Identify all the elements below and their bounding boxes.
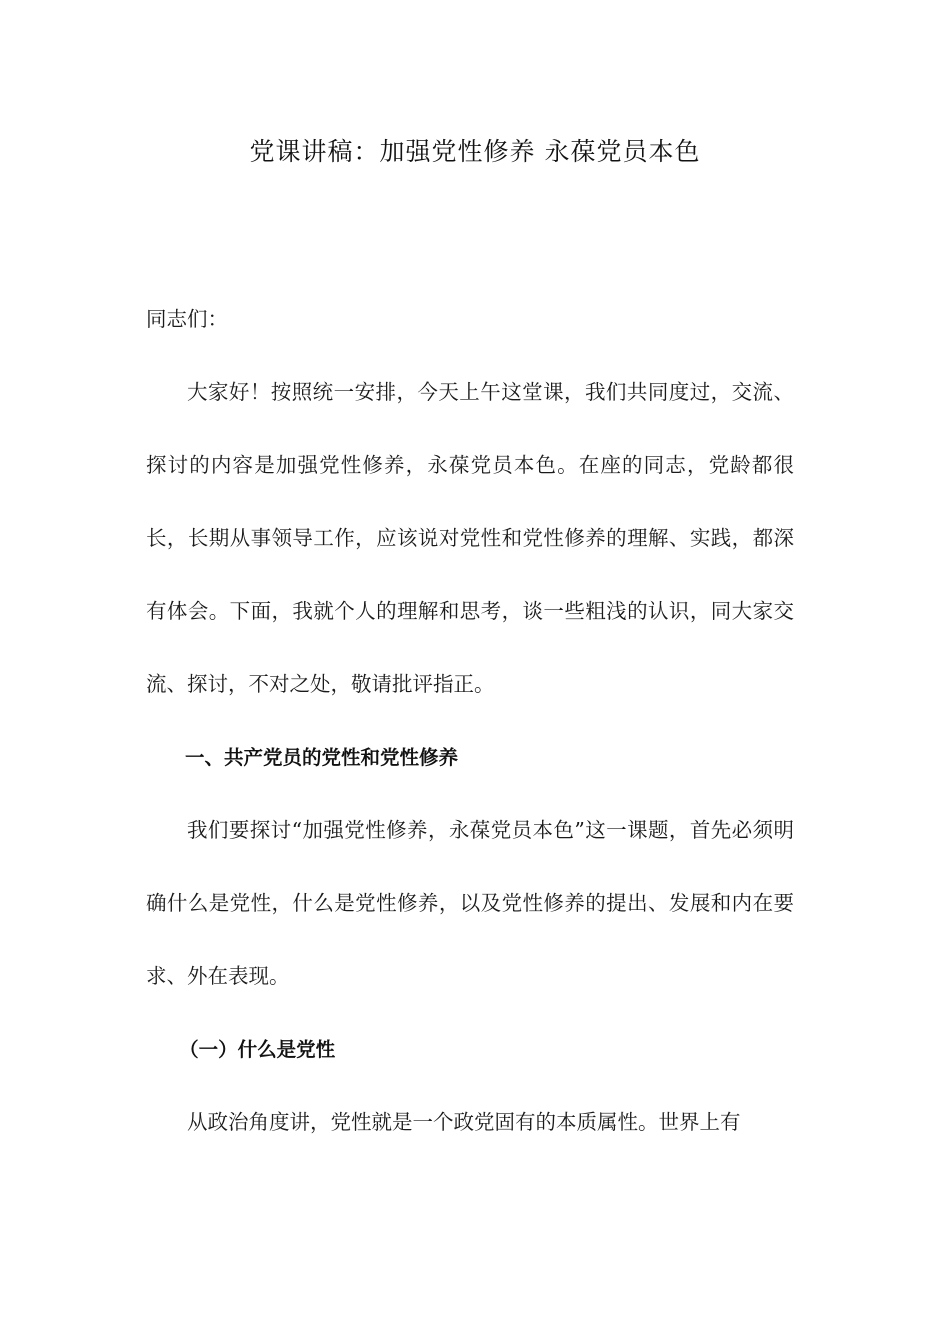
subsection-heading-1: （一）什么是党性: [179, 1038, 336, 1061]
intro-paragraph: 大家好！按照统一安排，今天上午这堂课，我们共同度过，交流、探讨的内容是加强党性修养，永葆党员本色。在座的同志，党龄都很长，长期从事领导工作，应该说对党性和党性修养的理解、实践，都深有体会。下面，我就个人的理解和思考，谈一些粗浅的认识，同大家交流、探讨，不对之处，敬请批评指正。: [146, 380, 794, 696]
section-1-paragraph: 我们要探讨“加强党性修养，永葆党员本色”这一课题，首先必须明确什么是党性，什么是党性修养，以及党性修养的提出、发展和内在要求、外在表现。: [146, 818, 794, 988]
subsection-1-paragraph: 从政治角度讲，党性就是一个政党固有的本质属性。世界上有: [187, 1110, 741, 1134]
document-body: [146, 283, 794, 1159]
document-title: 党课讲稿：加强党性修养 永葆党员本色: [249, 137, 701, 166]
section-heading-1: 一、共产党员的党性和党性修养: [185, 746, 459, 769]
salutation: 同志们：: [146, 307, 228, 331]
